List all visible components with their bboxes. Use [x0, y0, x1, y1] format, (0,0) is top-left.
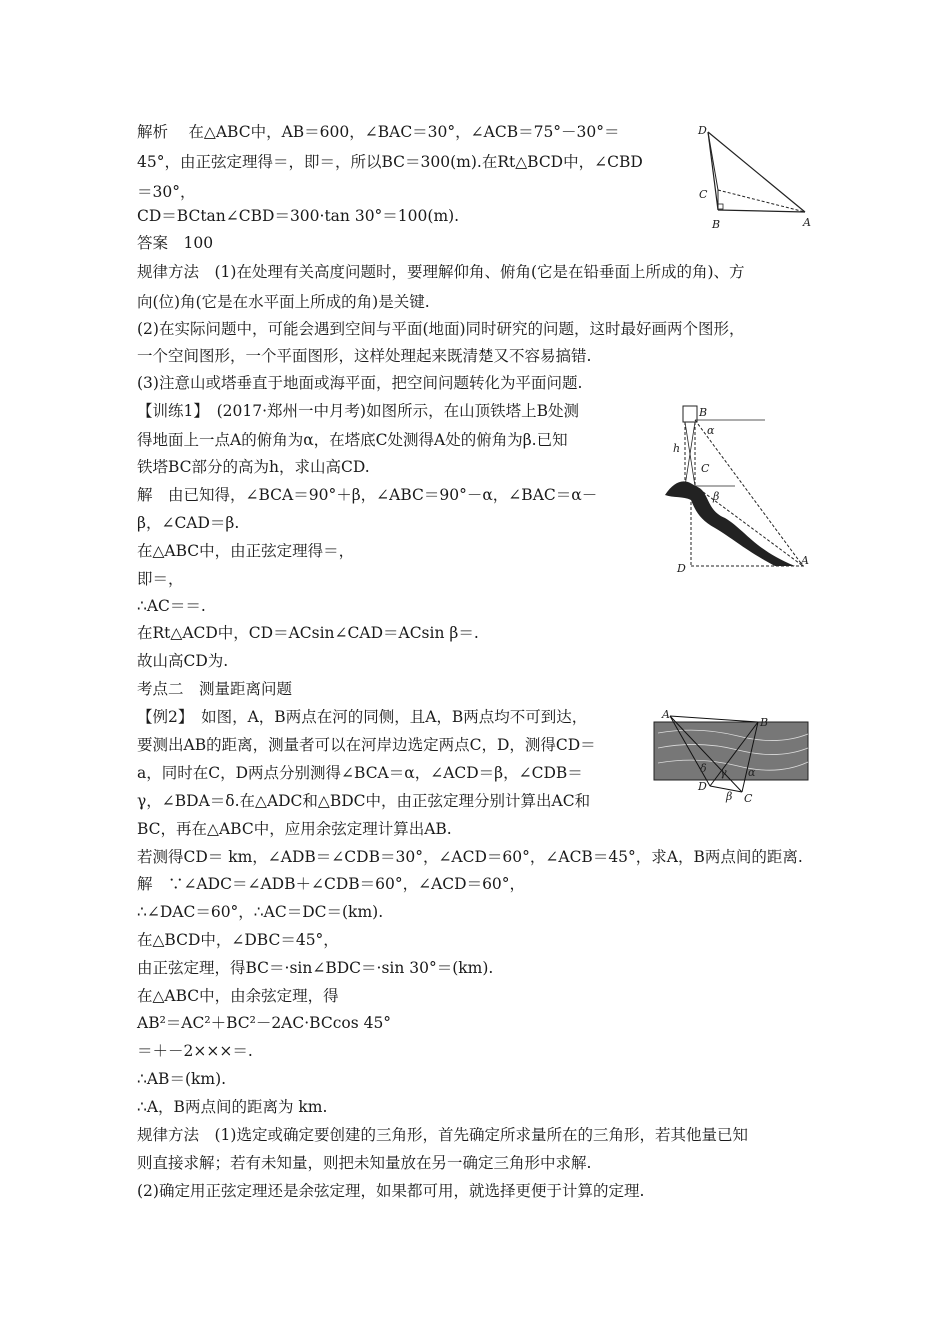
- text-line: 铁塔BC部分的高为h，求山高CD.: [137, 458, 370, 476]
- figure-label: γ: [720, 766, 727, 779]
- figure-label: β: [713, 490, 720, 503]
- text-line: ∴AC＝＝.: [137, 597, 206, 615]
- text-line: 解 ∵∠ADC＝∠ADB＋∠CDB＝60°，∠ACD＝60°，: [137, 875, 526, 893]
- text-line: 在△ABC中，由正弦定理得＝，: [137, 542, 355, 560]
- figure-label: α: [748, 766, 756, 779]
- figure-label: A: [801, 554, 809, 567]
- text-line: 在Rt△ACD中，CD＝ACsin∠CAD＝ACsin β＝.: [137, 624, 479, 642]
- figure-label: δ: [700, 762, 707, 775]
- text-line: AB²＝AC²＋BC²－2AC·BCcos 45°: [137, 1014, 392, 1032]
- figure-label: B: [760, 716, 769, 729]
- text-line: ＝30°，: [137, 183, 196, 201]
- text-line: γ，∠BDA＝δ.在△ADC和△BDC中，由正弦定理分别计算出AC和: [137, 792, 591, 810]
- text-line: 在△ABC中，由余弦定理，得: [137, 987, 339, 1005]
- text-line: 要测出AB的距离，测量者可以在河岸边选定两点C，D，测得CD＝: [137, 736, 596, 754]
- text-line: 【例2】 如图，A，B两点在河的同侧，且A，B两点均不可到达，: [137, 708, 588, 726]
- text-line: 若测得CD＝ km，∠ADB＝∠CDB＝30°，∠ACD＝60°，∠ACB＝45°，求A，B两点间的距离.: [137, 848, 803, 866]
- section-heading: 考点二 测量距离问题: [137, 680, 293, 698]
- text-line: ∴A，B两点间的距离为 km.: [137, 1098, 328, 1116]
- figure-label: C: [744, 792, 753, 805]
- text-line: 故山高CD为.: [137, 652, 229, 670]
- figure-label: D: [698, 124, 707, 137]
- figure-label: A: [803, 216, 811, 229]
- figure-label: A: [662, 708, 670, 721]
- text-line: (2)确定用正弦定理还是余弦定理，如果都可用，就选择更便于计算的定理.: [137, 1182, 645, 1200]
- figure-river: [648, 708, 818, 808]
- text-line: 即＝，: [137, 570, 184, 588]
- text-line: 答案 100: [137, 234, 214, 252]
- text-line: ＝＋－2×××＝.: [137, 1042, 253, 1060]
- text-line: 则直接求解；若有未知量，则把未知量放在另一确定三角形中求解.: [137, 1154, 592, 1172]
- text-line: 在△BCD中，∠DBC＝45°，: [137, 931, 339, 949]
- text-line: (2)在实际问题中，可能会遇到空间与平面(地面)同时研究的问题，这时最好画两个图形，: [137, 320, 745, 338]
- figure-label: D: [698, 780, 707, 793]
- figure-label: B: [712, 218, 721, 231]
- figure-label: β: [726, 790, 733, 803]
- text-line: BC，再在△ABC中，应用余弦定理计算出AB.: [137, 820, 452, 838]
- text-line: 解析 在△ABC中，AB＝600，∠BAC＝30°，∠ACB＝75°－30°＝: [137, 123, 620, 141]
- figure-label: h: [673, 442, 681, 455]
- text-line: ∴∠DAC＝60°，∴AC＝DC＝(km).: [137, 903, 384, 921]
- text-line: β，∠CAD＝β.: [137, 514, 240, 532]
- text-line: 得地面上一点A的俯角为α，在塔底C处测得A处的俯角为β.已知: [137, 431, 568, 449]
- figure-tetrahedron: [690, 120, 820, 235]
- figure-label: B: [699, 406, 708, 419]
- text-line: CD＝BCtan∠CBD＝300·tan 30°＝100(m).: [137, 207, 460, 225]
- text-line: 一个空间图形，一个平面图形，这样处理起来既清楚又不容易搞错.: [137, 347, 592, 365]
- figure-tower-mountain: [655, 400, 815, 578]
- text-line: 规律方法 (1)选定或确定要创建的三角形，首先确定所求量所在的三角形，若其他量已知: [137, 1126, 748, 1144]
- text-line: 向(位)角(它是在水平面上所成的角)是关键.: [137, 293, 430, 311]
- text-line: (3)注意山或塔垂直于地面或海平面，把空间问题转化为平面问题.: [137, 374, 583, 392]
- text-line: 解 由已知得，∠BCA＝90°＋β，∠ABC＝90°－α，∠BAC＝α－: [137, 486, 598, 504]
- text-line: 【训练1】 (2017·郑州一中月考)如图所示，在山顶铁塔上B处测: [137, 402, 579, 420]
- figure-label: C: [701, 462, 710, 475]
- text-line: a，同时在C，D两点分别测得∠BCA＝α，∠ACD＝β，∠CDB＝: [137, 764, 583, 782]
- figure-label: D: [677, 562, 686, 575]
- figure-label: C: [699, 188, 708, 201]
- figure-label: α: [707, 424, 715, 437]
- text-line: 由正弦定理，得BC＝·sin∠BDC＝·sin 30°＝(km).: [137, 959, 494, 977]
- text-line: 规律方法 (1)在处理有关高度问题时，要理解仰角、俯角(它是在铅垂面上所成的角)、方: [137, 263, 745, 281]
- text-line: ∴AB＝(km).: [137, 1070, 227, 1088]
- text-line: 45°，由正弦定理得＝，即＝，所以BC＝300(m).在Rt△BCD中，∠CBD: [137, 153, 643, 171]
